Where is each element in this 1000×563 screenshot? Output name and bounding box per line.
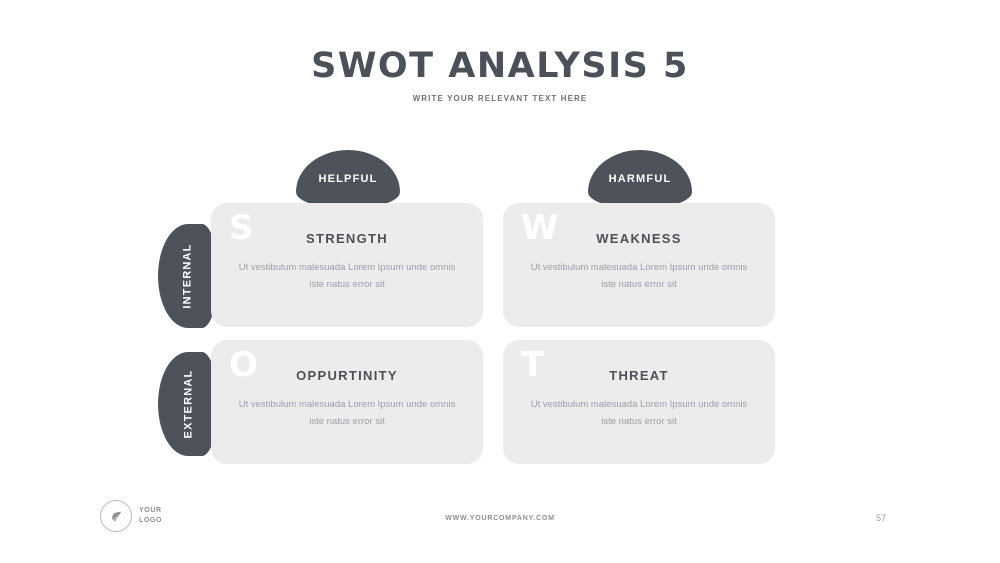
quadrant-body-opportunity: Ut vestibulum malesuada Lorem Ipsum unde omnis iste natus error sit [238, 399, 456, 427]
quadrant-letter-o: O [229, 345, 258, 385]
quadrant-body-weakness: Ut vestibulum malesuada Lorem Ipsum unde omnis iste natus error sit [530, 262, 748, 290]
row-header-internal-label: INTERNAL [182, 243, 194, 309]
page-number: 57 [875, 513, 886, 523]
column-header-harmful [588, 150, 692, 208]
quadrant-letter-w: W [521, 208, 559, 248]
column-header-helpful [296, 150, 400, 208]
quadrant-heading-strength: STRENGTH [306, 231, 388, 246]
logo-text-line2: LOGO [139, 517, 163, 524]
column-header-helpful-label: HELPFUL [318, 173, 378, 185]
quadrant-card-threat[interactable] [503, 340, 775, 464]
quadrant-body-strength: Ut vestibulum malesuada Lorem Ipsum unde omnis iste natus error sit [238, 262, 456, 290]
quadrant-heading-weakness: WEAKNESS [596, 231, 682, 246]
page-title: SWOT ANALYSIS 5 [311, 46, 689, 86]
quadrant-letter-s: S [229, 208, 254, 248]
quadrant-card-weakness[interactable] [503, 203, 775, 327]
quadrant-letter-t: T [521, 345, 545, 385]
quadrant-card-strength[interactable] [211, 203, 483, 327]
quadrant-body-threat: Ut vestibulum malesuada Lorem Ipsum unde omnis iste natus error sit [530, 399, 748, 427]
footer-url[interactable]: WWW.YOURCOMPANY.COM [445, 515, 555, 522]
page-subtitle: WRITE YOUR RELEVANT TEXT HERE [412, 94, 588, 103]
quadrant-heading-opportunity: OPPURTINITY [296, 368, 398, 383]
row-header-external [158, 352, 218, 456]
row-header-internal [158, 224, 218, 328]
quadrant-card-opportunity[interactable] [211, 340, 483, 464]
column-header-harmful-label: HARMFUL [608, 173, 672, 185]
row-header-external-label: EXTERNAL [182, 369, 195, 439]
logo-text-line1: YOUR [139, 506, 162, 514]
quadrant-heading-threat: THREAT [609, 368, 669, 383]
